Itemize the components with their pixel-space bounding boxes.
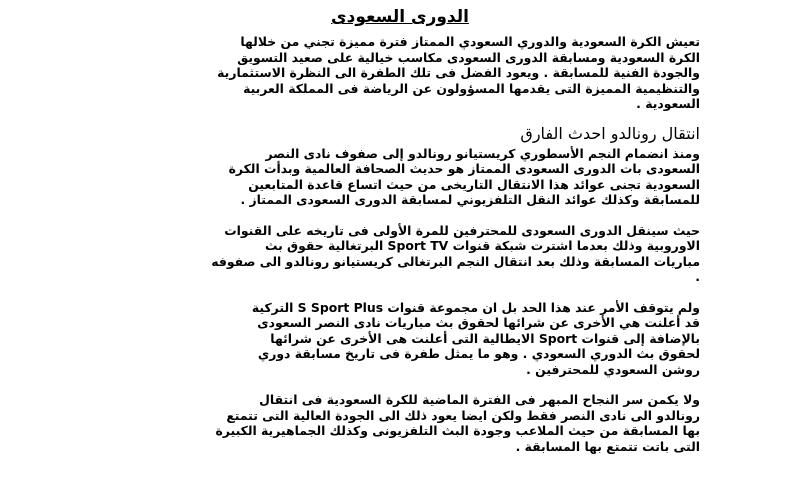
paragraph-sport-tv: [100, 223, 700, 285]
text-line: السعودى بات الدورى السعودى الممتاز هو حديث الصحافة العالمية وبدأت الكرة: [228, 161, 700, 176]
text-line: بالإضافة إلى قنوات Sport الايطالية التى أعلنت هى الأخرى عن شرائها: [270, 330, 700, 346]
section-heading: انتقال رونالدو احدث الفارق: [520, 123, 700, 143]
text-line: للمسابقة وكذلك عوائد النقل التلفزيوني لمسابقة الدورى السعودى الممتاز .: [240, 192, 700, 207]
text-line: والجودة الفنية للمسابقة . ويعود الفضل فى تلك الطفرة الى النظرة الاستثمارية: [217, 65, 700, 80]
text-line: روشن السعودي للمحترفين .: [526, 361, 700, 377]
text-line: التى باتت تتمتع بها المسابقة .: [515, 438, 700, 454]
text-line: السعودية تجنى عوائد هذا الانتقال التاريخى من حيث اتساع قاعدة المتابعين: [248, 176, 700, 192]
text-line: ومنذ انضمام النجم الأسطوري كريستيانو رونالدو إلى صفوف نادى النصر: [265, 145, 700, 161]
document-title: الدورى السعودى: [331, 7, 469, 27]
text-line: حيث سينقل الدورى السعودى للمحترفين للمرة الأولى فى تاريخه على القنوات: [224, 222, 700, 238]
text-line: بها المسابقة من حيث الملاعب وجودة البث التلفزيونى وكذلك الجماهيرية الكبيرة: [215, 423, 700, 438]
text-line: تعيش الكرة السعودية والدوري السعودي الممتاز فترة مميزة تجني من خلالها: [240, 34, 700, 49]
paragraph-success: [100, 392, 700, 454]
paragraph-s-sport-plus: [100, 300, 700, 378]
text-line: الكرة السعودية ومسابقة الدورى السعودى مكاسب خيالية على صعيد التسويق: [237, 49, 700, 65]
text-line: لحقوق بث الدوري السعودي . وهو ما يمثل طفرة فى تاريخ مسابقة دوري: [257, 346, 700, 361]
text-line: قد أعلنت هي الأخرى عن شرائها لحقوق بث مباريات نادى النصر السعودى: [257, 315, 700, 330]
text-line: والتنظيمية المميزة التى يقدمها المسؤولون عن الرياضة فى المملكة العربية: [243, 80, 700, 96]
text-line: مباريات المسابقة وذلك بعد انتقال النجم البرتغالى كريستيانو رونالدو الى صفوفه: [211, 253, 700, 269]
text-line: السعودية .: [636, 96, 700, 111]
paragraph-ronaldo-transfer: [100, 146, 700, 208]
text-line: ولم يتوقف الأمر عند هذا الحد بل ان مجموعة قنوات S Sport Plus التركية: [251, 299, 700, 315]
text-line: ولا يكمن سر النجاح المبهر فى الفترة الماضية للكرة السعودية فى انتقال: [259, 392, 700, 407]
intro-paragraph: [100, 34, 700, 112]
text-line: رونالدو الى نادى النصر فقط ولكن ايضا يعود ذلك الى الجودة العالية التى تتمتع: [226, 407, 700, 423]
text-line: الاوروبية وذلك بعدما اشترت شبكة قنوات Sport TV البرتغالية حقوق بث: [264, 238, 700, 253]
text-line: .: [695, 269, 700, 284]
